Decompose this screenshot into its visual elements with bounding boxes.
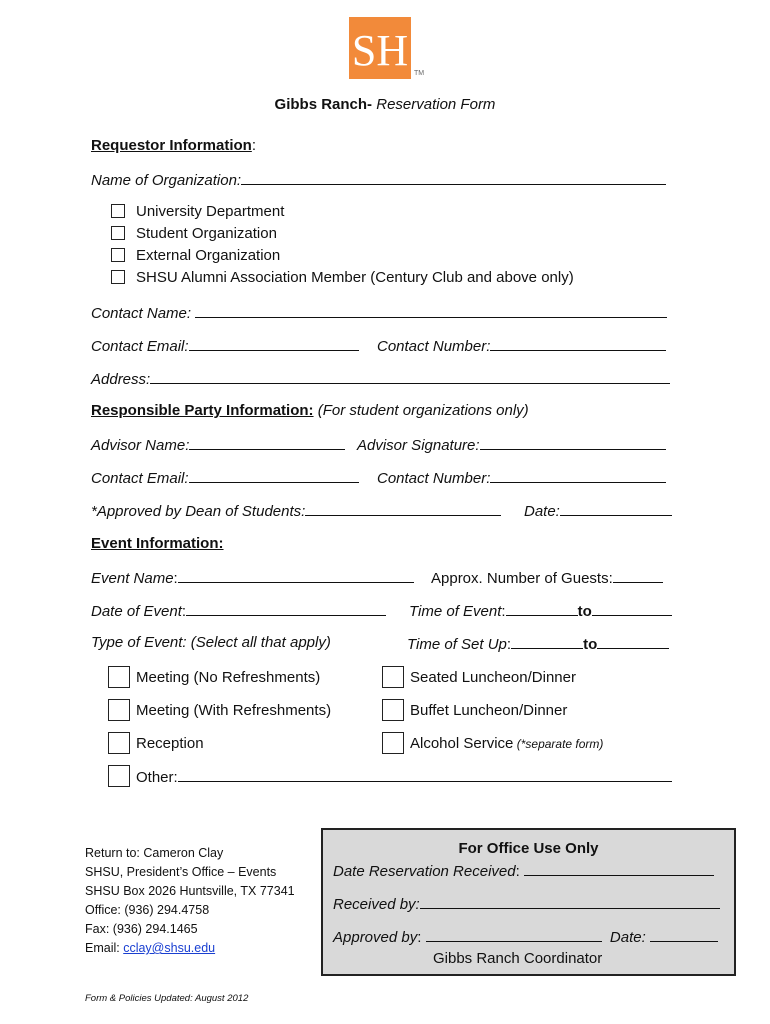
dean-approval-field[interactable]: *Approved by Dean of Students: [91, 501, 501, 521]
external-organization-checkbox[interactable] [111, 248, 125, 262]
meeting-no-refreshments-checkbox[interactable] [108, 666, 130, 688]
seated-luncheon-label: Seated Luncheon/Dinner [410, 669, 576, 686]
other-checkbox[interactable] [108, 765, 130, 787]
buffet-luncheon-checkbox[interactable] [382, 699, 404, 721]
coordinator-label: Gibbs Ranch Coordinator [433, 950, 603, 967]
email-link[interactable]: cclay@shsu.edu [123, 941, 216, 955]
responsible-contact-email-field[interactable]: Contact Email: [91, 468, 359, 488]
trademark-mark: TM [414, 70, 425, 77]
return-line: Office: (936) 294.4758 [85, 903, 210, 917]
return-line: Fax: (936) 294.1465 [85, 922, 198, 936]
reception-checkbox[interactable] [108, 732, 130, 754]
office-use-box [321, 828, 736, 976]
university-department-checkbox[interactable] [111, 204, 125, 218]
dean-approval-date-field[interactable]: Date: [524, 501, 672, 521]
external-organization-label: External Organization [136, 247, 281, 264]
footer-note: Form & Policies Updated: August 2012 [85, 993, 249, 1004]
return-email-line: Email: cclay@shsu.edu [85, 941, 216, 955]
alcohol-service-label: Alcohol Service (*separate form) [410, 735, 604, 752]
guest-count-field[interactable]: Approx. Number of Guests: [431, 568, 663, 588]
approved-by-field[interactable]: Approved by: Date: [333, 927, 718, 946]
office-use-heading: For Office Use Only [458, 840, 599, 857]
meeting-no-refreshments-label: Meeting (No Refreshments) [136, 669, 321, 686]
responsible-party-heading: Responsible Party Information: (For student organizations only) [91, 402, 529, 419]
return-line: SHSU Box 2026 Huntsville, TX 77341 [85, 884, 295, 898]
other-field[interactable]: Other: [136, 767, 672, 787]
meeting-with-refreshments-label: Meeting (With Refreshments) [136, 702, 332, 719]
organization-name-field[interactable]: Name of Organization: [91, 170, 666, 190]
alumni-member-label: SHSU Alumni Association Member (Century Club and above only) [136, 269, 574, 286]
return-line: SHSU, President’s Office – Events [85, 865, 277, 879]
event-heading: Event Information: [91, 535, 224, 552]
seated-luncheon-checkbox[interactable] [382, 666, 404, 688]
contact-name-field[interactable]: Contact Name: [91, 303, 667, 323]
shsu-logo [349, 17, 411, 79]
return-address-block [85, 844, 295, 958]
student-organization-label: Student Organization [136, 225, 277, 242]
svg-text:SH: SH [351, 26, 409, 75]
address-field[interactable]: Address: [91, 369, 670, 389]
requestor-heading: Requestor Information: [91, 137, 257, 154]
reception-label: Reception [136, 735, 204, 752]
alumni-member-checkbox[interactable] [111, 270, 125, 284]
received-by-field[interactable]: Received by: [333, 894, 720, 913]
university-department-label: University Department [136, 203, 285, 220]
contact-email-field[interactable]: Contact Email: [91, 336, 359, 356]
event-time-field[interactable]: Time of Event: to [409, 601, 672, 621]
event-date-field[interactable]: Date of Event: [91, 601, 386, 621]
buffet-luncheon-label: Buffet Luncheon/Dinner [410, 702, 568, 719]
contact-number-field[interactable]: Contact Number: [377, 336, 666, 356]
student-organization-checkbox[interactable] [111, 226, 125, 240]
advisor-name-field[interactable]: Advisor Name: [91, 435, 345, 455]
date-received-field[interactable]: Date Reservation Received: [333, 861, 714, 880]
setup-time-field[interactable]: Time of Set Up: to [407, 634, 669, 654]
event-name-field[interactable]: Event Name: [91, 568, 414, 588]
page-title: Gibbs Ranch- Reservation Form [274, 96, 496, 113]
event-type-label: Type of Event: (Select all that apply) [91, 634, 331, 651]
responsible-contact-number-field[interactable]: Contact Number: [377, 468, 666, 488]
return-line: Return to: Cameron Clay [85, 846, 224, 860]
advisor-signature-field[interactable]: Advisor Signature: [357, 435, 666, 455]
meeting-with-refreshments-checkbox[interactable] [108, 699, 130, 721]
alcohol-service-checkbox[interactable] [382, 732, 404, 754]
